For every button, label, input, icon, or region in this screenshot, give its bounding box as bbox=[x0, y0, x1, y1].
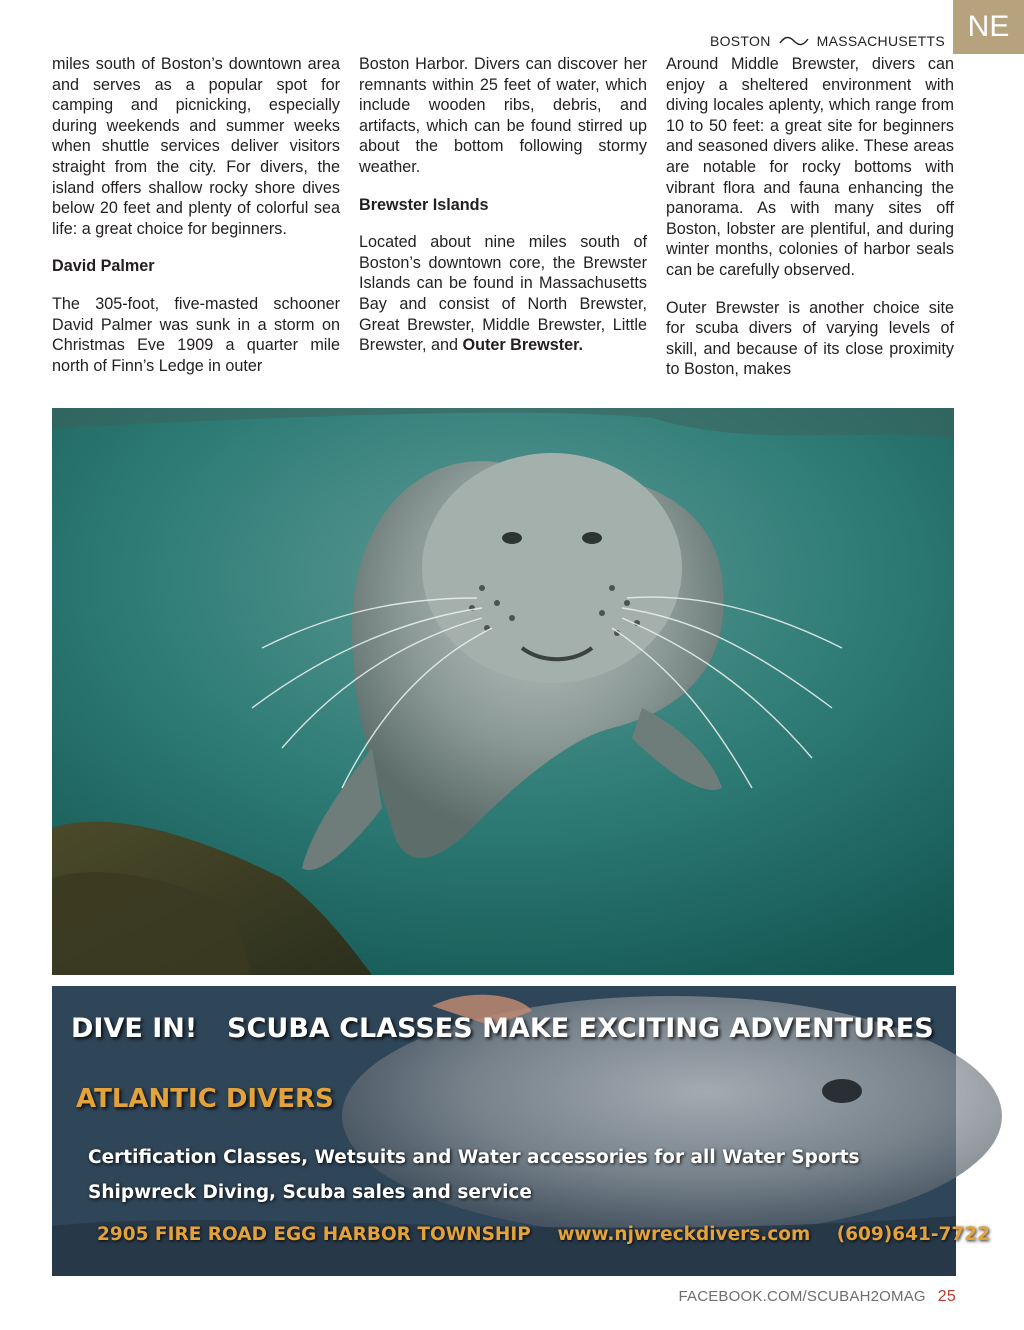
seal-photo bbox=[52, 408, 954, 975]
paragraph: miles south of Boston’s downtown area and serves as a popular spot for camping and picnicking, especially during weekends and summer weeks when shuttle services deliver visitors straight from the city. For divers, the island offers shallow rocky shore dives below 20 feet and plenty of colorful sea life: a great choice for beginners. bbox=[52, 55, 340, 238]
ad-headline-right: SCUBA CLASSES MAKE EXCITING ADVENTURES bbox=[227, 1013, 934, 1044]
paragraph: Boston Harbor. Divers can discover her remnants within 25 feet of water, which include wooden ribs, debris, and artifacts, which can be found stirred up about the bottom following stormy weather. bbox=[359, 55, 647, 176]
text-column-3 bbox=[666, 54, 954, 380]
ad-address: 2905 FIRE ROAD EGG HARBOR TOWNSHIP bbox=[97, 1224, 531, 1245]
ad-services-line-2: Shipwreck Diving, Scuba sales and service bbox=[88, 1182, 532, 1203]
footer-social-link[interactable]: FACEBOOK.COM/SCUBAH2OMAG bbox=[678, 1288, 926, 1305]
ad-services-line-1: Certification Classes, Wetsuits and Water accessories for all Water Sports bbox=[88, 1147, 860, 1168]
ad-contact-line bbox=[97, 1224, 1010, 1245]
wave-icon bbox=[779, 34, 809, 48]
atlantic-divers-ad bbox=[52, 986, 991, 1276]
section-heading-brewster-islands: Brewster Islands bbox=[359, 195, 489, 214]
header-city: BOSTON bbox=[709, 33, 771, 49]
paragraph-text: Located about nine miles south of Boston’s downtown core, the Brewster Islands can be found in Massachusetts Bay and consist of North Brewster, Great Brewster, Middle Brewster, Little Brewster, and bbox=[359, 233, 647, 355]
ad-brand-name: ATLANTIC DIVERS bbox=[76, 1084, 334, 1114]
section-heading-david-palmer: David Palmer bbox=[52, 257, 155, 276]
header-state: MASSACHUSETTS bbox=[816, 33, 945, 49]
ad-headline-left: DIVE IN! bbox=[71, 1013, 198, 1044]
region-tab: NE bbox=[953, 0, 1024, 54]
seal-illustration bbox=[52, 408, 954, 975]
ad-headline bbox=[71, 1013, 934, 1044]
bold-text: Outer Brewster. bbox=[462, 336, 584, 355]
paragraph: Outer Brewster is another choice site for scuba divers of varying levels of skill, and because of its close proximity to Boston, makes bbox=[666, 298, 954, 379]
ad-website-link[interactable]: www.njwreckdivers.com bbox=[557, 1224, 811, 1245]
paragraph: Around Middle Brewster, divers can enjoy a sheltered environment with diving locales aplenty, which range from 10 to 50 feet: a great site for beginners and seasoned divers alike. These areas are notable for rocky bottoms with vibrant flora and fauna enhancing the panorama. As with many sites off Boston, lobster are plentiful, and during winter months, colonies of harbor seals can be carefully observed. bbox=[666, 55, 954, 279]
text-column-2 bbox=[359, 54, 647, 356]
paragraph bbox=[359, 232, 647, 356]
paragraph: The 305-foot, five-masted schooner David Palmer was sunk in a storm on Christmas Eve 1909 a quarter mile north of Finn’s Ledge in outer bbox=[52, 294, 340, 375]
ad-phone: (609)641-7722 bbox=[836, 1224, 991, 1245]
running-header bbox=[700, 30, 945, 52]
page-number: 25 bbox=[937, 1288, 956, 1305]
page-footer bbox=[678, 1288, 956, 1306]
text-column-1 bbox=[52, 54, 340, 376]
